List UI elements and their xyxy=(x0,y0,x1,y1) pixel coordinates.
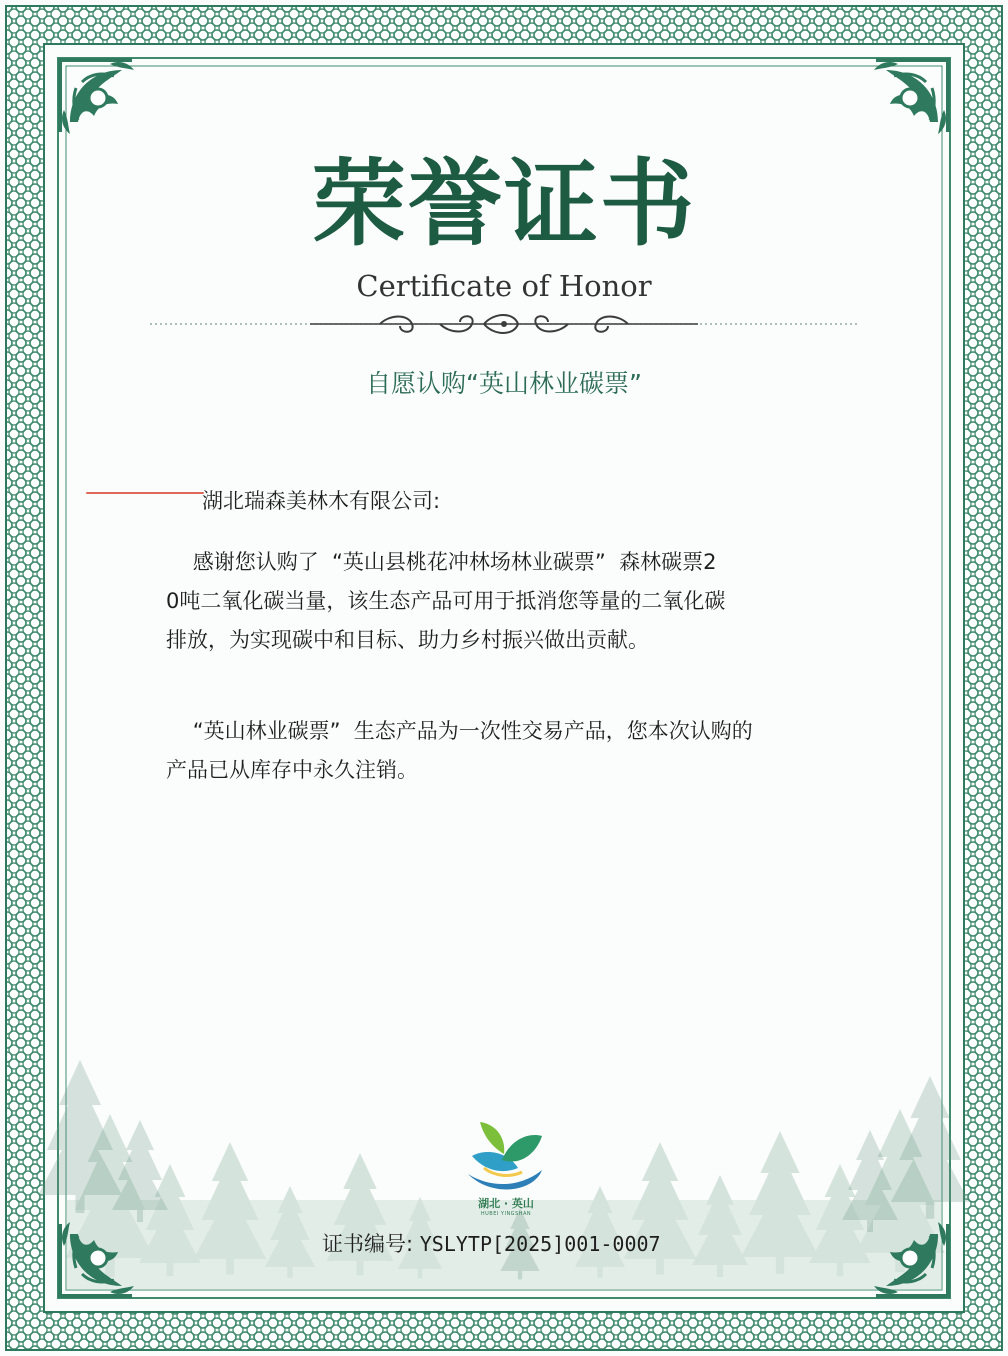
paragraph-line: 排放，为实现碳中和目标、助力乡村振兴做出贡献。 xyxy=(166,628,649,652)
certificate-heading: 自愿认购“英山林业碳票” xyxy=(366,369,642,398)
paragraph-line: 产品已从库存中永久注销。 xyxy=(166,758,418,782)
paragraph-line: “英山林业碳票” 生态产品为一次性交易产品，您本次认购的 xyxy=(166,719,753,743)
certificate-title: 荣誉证书 xyxy=(311,150,696,259)
logo-text: 湖北 · 英山 xyxy=(478,1197,534,1210)
paragraph-line: 感谢您认购了 “英山县桃花冲林场林业碳票” 森林碳票2 xyxy=(166,550,717,574)
paragraph-thanks xyxy=(166,543,876,660)
certificate-number-label: 证书编号: xyxy=(322,1232,414,1256)
paragraph-cancellation xyxy=(166,712,926,790)
divider-scroll-icon xyxy=(150,312,858,338)
certificate-number-value: YSLYTP[2025]001-0007 xyxy=(419,1232,661,1256)
logo-subtext: HUBEI YINGSHAN xyxy=(480,1211,532,1217)
recipient-name: 湖北瑞森美林木有限公司: xyxy=(202,489,441,513)
certificate-number xyxy=(322,1226,661,1262)
paragraph-line: 0吨二氧化碳当量，该生态产品可用于抵消您等量的二氧化碳 xyxy=(166,589,726,613)
red-pen-mark xyxy=(86,492,204,494)
yingshan-logo-icon xyxy=(462,1118,548,1198)
certificate-subtitle: Certificate of Honor xyxy=(356,269,652,303)
